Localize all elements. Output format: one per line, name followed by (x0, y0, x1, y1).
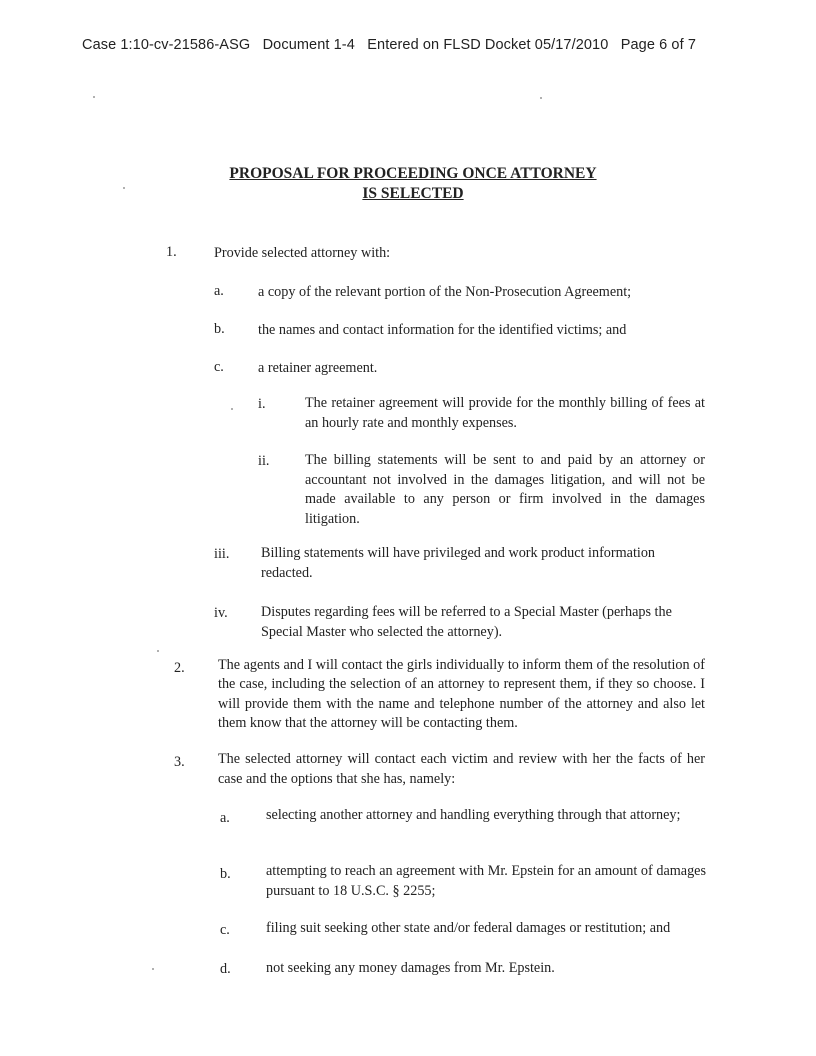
item-3-text: The selected attorney will contact each victim and review with her the facts of her case and the options that she has, namely: (218, 751, 705, 787)
item-3a-text: selecting another attorney and handling everything through that attorney; (266, 807, 681, 823)
case-header: Case 1:10-cv-21586-ASG Document 1-4 Entered on FLSD Docket 05/17/2010 Page 6 of 7 (82, 37, 697, 53)
document-title-line-2: IS SELECTED (362, 185, 464, 202)
item-1b-text: the names and contact information for the identified victims; and (258, 322, 627, 338)
item-1c-ii-label: ii. (258, 453, 270, 469)
item-1-number: 1. (166, 244, 177, 260)
item-3c-label: c. (220, 922, 230, 938)
scan-speck (93, 96, 95, 98)
item-1a-label: a. (214, 283, 224, 299)
item-1c-ii-text: The billing statements will be sent to and paid by an attorney or accountant not involved in the damages litigation, and will not be made available to any person or firm involved in the damages litigation. (305, 452, 705, 527)
item-1c-text: a retainer agreement. (258, 360, 378, 376)
scan-speck (231, 408, 233, 410)
item-1c-iii-text: Billing statements will have privileged and work product information redacted. (261, 545, 656, 581)
item-1a-text: a copy of the relevant portion of the Non-Prosecution Agreement; (258, 284, 632, 300)
item-3c-text: filing suit seeking other state and/or federal damages or restitution; and (266, 920, 671, 936)
scan-speck (540, 97, 542, 99)
item-2-number: 2. (174, 660, 185, 676)
item-1c-iv-label: iv. (214, 605, 228, 621)
item-1c-iv-text: Disputes regarding fees will be referred to a Special Master (perhaps the Special Master who selected the attorney). (261, 604, 672, 640)
item-1c-label: c. (214, 359, 224, 375)
item-1c-i-text: The retainer agreement will provide for the monthly billing of fees at an hourly rate and monthly expenses. (305, 395, 705, 431)
item-3b-text: attempting to reach an agreement with Mr. Epstein for an amount of damages pursuant to 18 U.S.C. § 2255; (266, 863, 706, 899)
item-3d-text: not seeking any money damages from Mr. Epstein. (266, 960, 555, 976)
item-1-text: Provide selected attorney with: (214, 245, 391, 261)
document-title-line-1: PROPOSAL FOR PROCEEDING ONCE ATTORNEY (229, 165, 597, 182)
item-1c-iii-label: iii. (214, 546, 230, 562)
item-3-number: 3. (174, 754, 185, 770)
scan-speck (152, 968, 154, 970)
item-3a-label: a. (220, 810, 230, 826)
item-1b-label: b. (214, 321, 225, 337)
item-1c-i-label: i. (258, 396, 266, 412)
item-2-text: The agents and I will contact the girls individually to inform them of the resolution of the case, including the selection of an attorney to represent them, if they so choose. I will provide them with the name and telephone number of the attorney and also let them know that the attorney will be contacting them. (218, 657, 705, 731)
scan-speck (157, 650, 159, 652)
item-3d-label: d. (220, 961, 231, 977)
item-3b-label: b. (220, 866, 231, 882)
scan-speck (123, 187, 125, 189)
